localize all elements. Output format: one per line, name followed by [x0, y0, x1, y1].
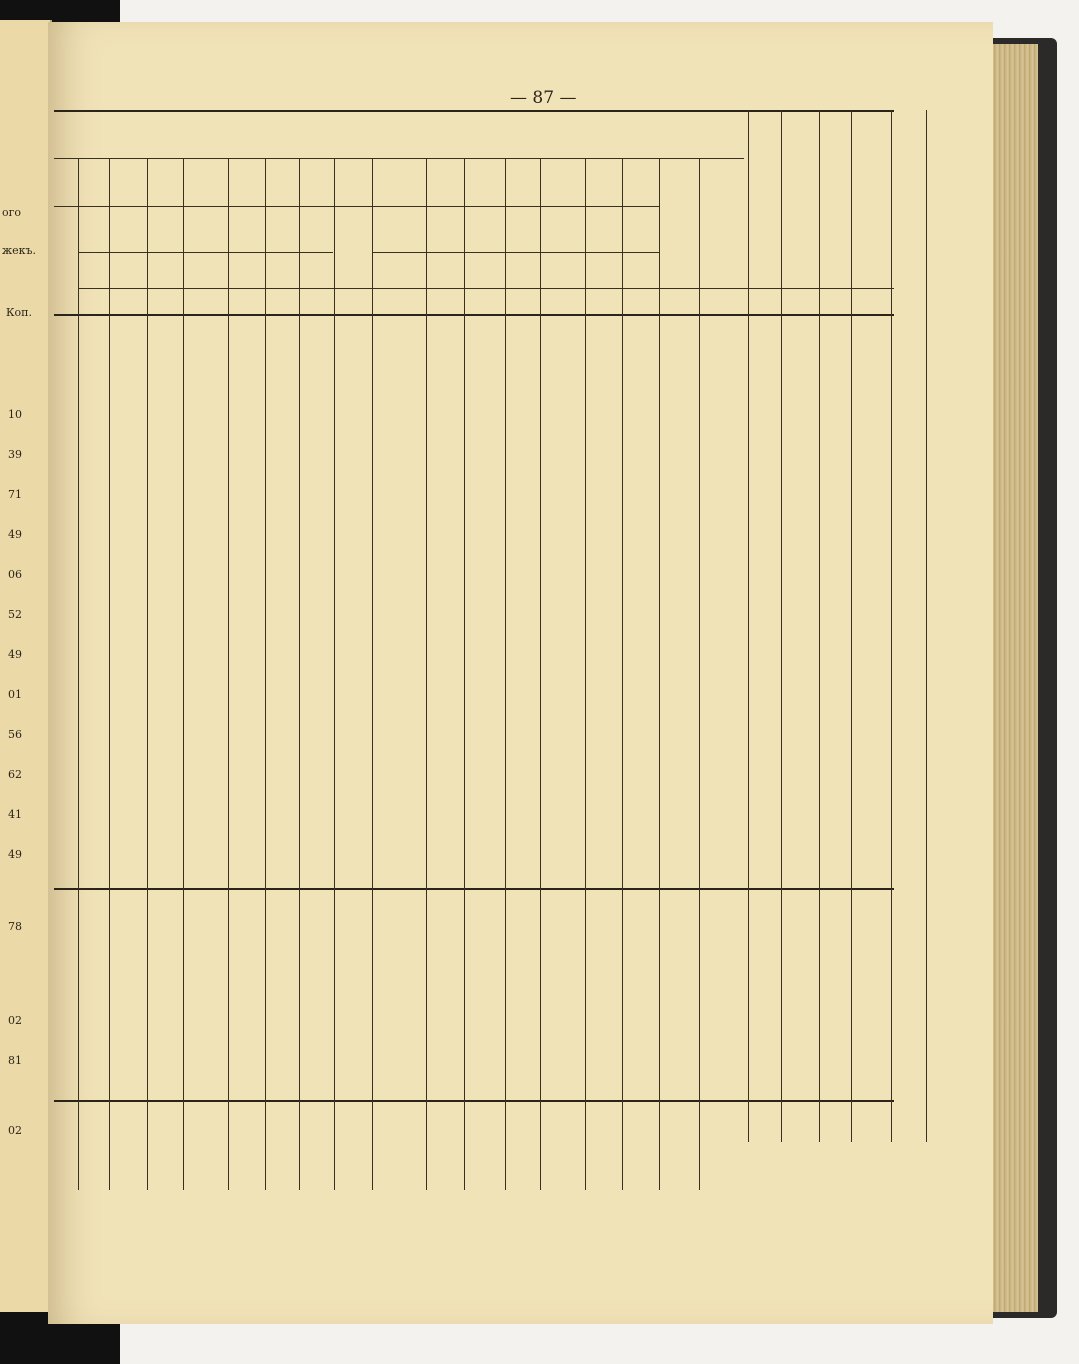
column-rule: [299, 158, 300, 1190]
left-value: 78: [8, 920, 22, 933]
section-rule: [54, 888, 894, 890]
left-value: 49: [8, 848, 22, 861]
income-table: [54, 110, 894, 1190]
header-bottom-rule: [54, 314, 894, 316]
header-rule: [354, 206, 660, 207]
column-rule: [748, 110, 749, 1142]
column-rule: [851, 110, 852, 1142]
left-value: 02: [8, 1124, 22, 1137]
left-value: 52: [8, 608, 22, 621]
section-rule: [54, 1100, 894, 1102]
header-rule: [78, 288, 894, 289]
column-rule: [505, 158, 506, 1190]
left-page: [0, 20, 52, 1312]
left-value: 62: [8, 768, 22, 781]
left-value: 02: [8, 1014, 22, 1027]
column-rule: [926, 110, 927, 1142]
column-rule: [891, 110, 892, 1142]
header-rule: [54, 206, 354, 207]
left-value: 49: [8, 648, 22, 661]
column-rule: [622, 158, 623, 1190]
left-header-fragment: Коп.: [6, 306, 32, 319]
header-rule: [54, 158, 744, 159]
column-rule: [265, 158, 266, 1190]
left-value: 41: [8, 808, 22, 821]
left-header-fragment: ого: [2, 206, 22, 219]
left-value: 49: [8, 528, 22, 541]
header-rule: [78, 252, 333, 253]
page-number: — 87 —: [510, 88, 577, 108]
table-top-rule: [54, 110, 894, 112]
column-rule: [464, 158, 465, 1190]
column-rule: [540, 158, 541, 1190]
header-rule: [372, 252, 659, 253]
left-value: 06: [8, 568, 22, 581]
column-rule: [334, 158, 335, 1190]
column-rule: [228, 158, 229, 1190]
left-header-fragment: жекъ.: [2, 244, 36, 257]
left-value: 39: [8, 448, 22, 461]
column-rule: [147, 158, 148, 1190]
column-rule: [183, 158, 184, 1190]
column-rule: [659, 158, 660, 1190]
left-value: 01: [8, 688, 22, 701]
page-stack-edge: [990, 44, 1038, 1312]
column-rule: [699, 158, 700, 1190]
column-rule: [372, 158, 373, 1190]
right-page: [48, 22, 993, 1324]
column-rule: [585, 158, 586, 1190]
left-value: 10: [8, 408, 22, 421]
column-rule: [819, 110, 820, 1142]
column-rule: [781, 110, 782, 1142]
left-value: 81: [8, 1054, 22, 1067]
column-rule: [426, 158, 427, 1190]
column-rule: [109, 158, 110, 1190]
left-value: 71: [8, 488, 22, 501]
left-value: 56: [8, 728, 22, 741]
column-rule: [78, 158, 79, 1190]
